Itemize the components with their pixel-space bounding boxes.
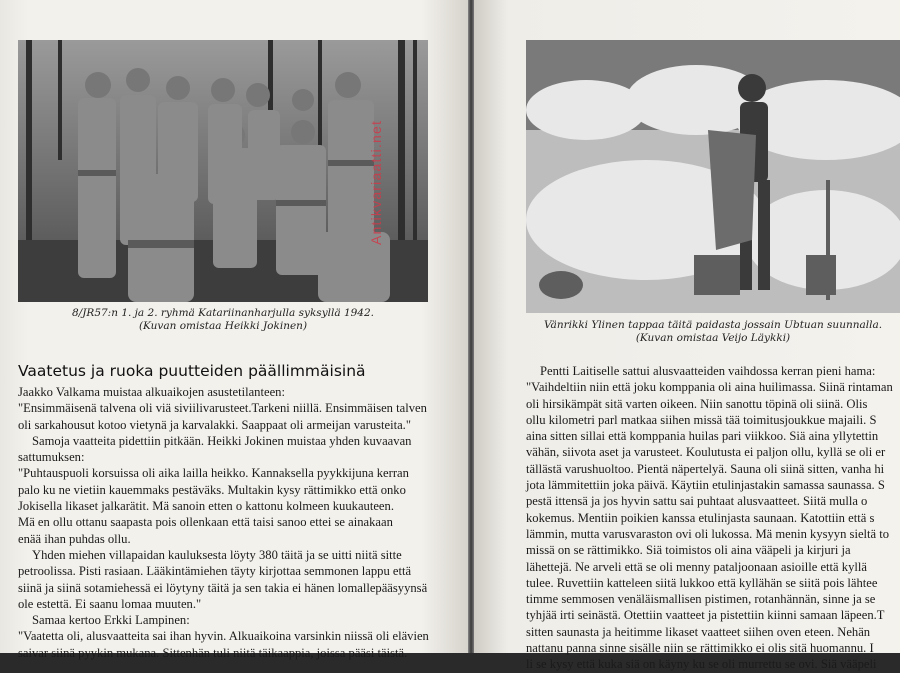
text-line: Samoja vaatteita pidettiin pitkään. Heikki Jokinen muistaa yhden kuvaavan (32, 433, 412, 448)
text-line: Mä en ollu ottanu saapasta pois ollenkaan että taisi sanoo ettei se ainakaan (18, 515, 393, 530)
left-photo-caption (18, 307, 428, 333)
text-line: saivar siinä pyykin mukana. Sittenhän tuli niitä täikaappia, joissa pääsi täistä. (18, 645, 408, 660)
text-line: tyhjää irti seinästä. Otettiin vaatteet ja pistettiin kiinni samaan läpeen.T (526, 608, 885, 623)
text-line: sattumuksen: (18, 450, 85, 465)
section-heading: Vaatetus ja ruoka puutteiden päällimmäisinä (18, 362, 366, 380)
text-line: "Puhtauspuoli korsuissa oli aika lailla heikko. Kannaksella pyykkijuna kerran (18, 466, 409, 481)
antikvariaatti-watermark: Antikvariaatti.net (368, 119, 384, 245)
left-photo-caption-line: 8/JR57:n 1. ja 2. ryhmä Katariinanharjulla syksyllä 1942. (71, 307, 375, 319)
left-photo-caption-credit: (Kuvan omistaa Heikki Jokinen) (138, 320, 308, 332)
text-line: ole estettä. Ei saanu lomaa muuten." (18, 596, 202, 611)
text-line: "Vaatetta oli, alusvaatteita sai ihan hyvin. Alkuaikoina varsinkin niissä oli elävien (18, 629, 429, 644)
text-line: palo ku ne vietiin kauemmaks pestäväks. Multakin kysy rättimikko että onko (18, 482, 406, 497)
text-line: vähän, siivota aset ja varusteet. Koulutusta ei paljon ollu, kyllä se oli er (526, 445, 886, 460)
right-body-text (526, 363, 900, 673)
text-line: sitten saunasta ja heitimme likaset vaatteet siihen oven eteen. Nehän (526, 624, 871, 639)
left-body-text (18, 384, 432, 661)
text-line: tulee. Ruvettiin katteleen siitä lukkoo että kyllähän se siitä pois lähtee (526, 575, 878, 590)
text-line: lähettejä. Ne arveli että se oli menny pataljoonaan asioille että kyllä (526, 559, 867, 574)
text-line: tällästä varushuoltoo. Pientä näpertelyä. Sauna oli siinä sitten, vanha hi (526, 461, 885, 476)
text-line: oli sarkahousut kotoo vietynä ja karvalakki. Saappaat oli armeijan varusteita." (18, 417, 411, 432)
text-line: Yhden miehen villapaidan kauluksesta löyty 380 täitä ja se uitti niitä sitte (32, 547, 402, 562)
text-line: jota lämmitettiin joka päivä. Käytiin etulinjastakin samassa saunassa. S (526, 478, 885, 493)
text-line: lämmin, mutta varusvaraston ovi oli lukossa. Mä menin kysyyn sieltä to (526, 526, 890, 541)
text-line: enää ihan puhdas ollu. (18, 531, 131, 546)
text-line: Pentti Laitiselle sattui alusvaatteiden vaihdossa kerran pieni hama: (540, 364, 876, 378)
text-line: kokemus. Mentiin poikien kanssa etulinjasta saunaan. Katottiin että s (526, 510, 875, 525)
text-line: Jaakko Valkama muistaa alkuaikojen asustetilanteen: (18, 385, 285, 399)
text-line: timme semmosen venäläismallisen pistimen, rotanhännän, sinne ja se (526, 592, 876, 607)
text-line: siinä ja siinä sotamiehessä ei löytyny täitä ja sen takia ei hänen lomallepääsyynsä (18, 580, 428, 595)
text-line: oli hirsikämpät sitä varten oikeen. Niin sanottu töpinä oli siinä. Olis (526, 396, 868, 411)
text-line: li se kysy että kuka siä on käyny ku se oli murrettu se ovi. Siä vääpeli (526, 657, 877, 672)
text-line: Jokisella likaset jalkarätit. Mä sanoin etten o kattonu kolmeen kuukauteen. (18, 499, 394, 514)
right-photo-caption (526, 319, 900, 345)
text-line: missä on se rättimikko. Siä toimistos oli aina vääpeli ja kirjuri ja (526, 543, 851, 558)
right-page (474, 0, 900, 672)
right-photo-caption-line: Vänrikki Ylinen tappaa täitä paidasta jossain Ubtuan suunnalla. (543, 319, 883, 331)
text-line: aina sitten sillai että komppania huilas pari viikkoo. Siä aina yllytettin (526, 429, 879, 444)
text-line: petroolissa. Pisti rasiaan. Lääkintämiehen täyty kirjottaa semmonen lappu että (18, 564, 412, 579)
right-photo-caption-credit: (Kuvan omistaa Veijo Läykki) (635, 332, 791, 344)
lieutenant-delousing-photo-art (526, 40, 900, 313)
text-line: "Vaihdeltiin niin että joku komppania oli aina huilimassa. Siinä rintaman (526, 380, 893, 395)
soldiers-group-photo (18, 40, 428, 302)
text-line: pestä ittensä ja jos hyvin sattu sai puhtaat alusvaatteet. Siitä mulla o (526, 494, 868, 509)
text-line: "Ensimmäisenä talvena oli viä siviilivarusteet.Tarkeni niillä. Ensimmäisen talven (18, 401, 427, 416)
text-line: Samaa kertoo Erkki Lampinen: (32, 613, 190, 628)
text-line: nattanu panna sinne sisälle niin se rättimikko ei olis sitä huomannu. I (526, 641, 874, 656)
soldiers-group-photo-art (18, 40, 428, 302)
lieutenant-delousing-photo (526, 40, 900, 313)
text-line: ollu kilometri parl matkaa siihen missä tää toimitusjoukkue majaili. S (526, 412, 877, 427)
